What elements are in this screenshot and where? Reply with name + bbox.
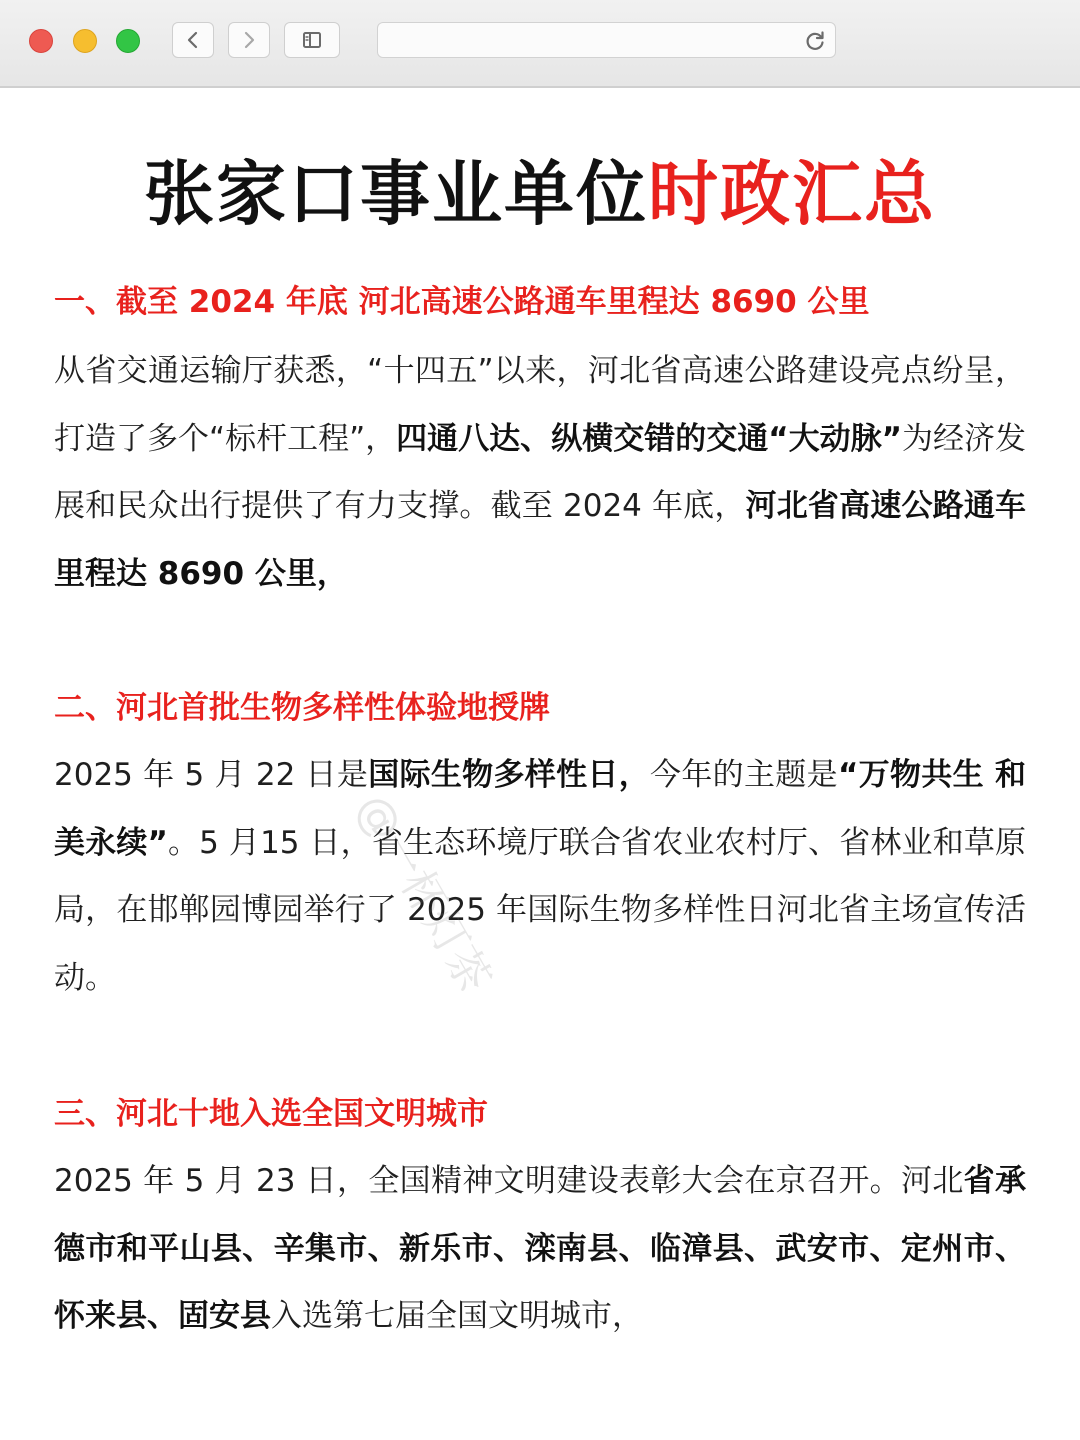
section-1-text-1: 从省交通运输厅获悉，“十四五”以来，河北省高速公路建设亮点纷呈，打造了多个“标杆工程”， (54, 353, 1026, 457)
sidebar-icon (302, 31, 322, 49)
maximize-window-button[interactable] (116, 29, 140, 53)
reload-icon[interactable] (803, 29, 827, 53)
address-bar[interactable] (377, 22, 836, 58)
section-2-text-2: 今年的主题是 (650, 757, 838, 793)
section-1-bold-2: 河北省高速公路通车里程达 8690 公里， (54, 488, 1027, 592)
forward-button[interactable] (228, 22, 270, 58)
section-3-bold-1: 省承德市和平山县、辛集市、新乐市、滦南县、临漳县、武安市、定州市、怀来县、固安县 (54, 1163, 1026, 1334)
chevron-right-icon (242, 31, 256, 49)
page-title-main: 张家口事业单位 (144, 153, 648, 235)
page-title-accent: 时政汇总 (648, 153, 936, 235)
watermark: @一杯灯茶 (346, 785, 501, 1002)
section-1-paragraph (54, 338, 1026, 608)
section-3-text-1: 2025 年 5 月 23 日，全国精神文明建设表彰大会在京召开。河北 (54, 1163, 964, 1199)
section-3-heading: 三、河北十地入选全国文明城市 (54, 1096, 488, 1132)
back-button[interactable] (172, 22, 214, 58)
page-title (0, 146, 1080, 242)
chevron-left-icon (186, 31, 200, 49)
section-2-text-3: 。5 月15 日，省生态环境厅联合省农业农村厅、省林业和草原局，在邯郸园博园举行了 2025 年国际生物多样性日河北省主场宣传活动。 (54, 824, 1027, 996)
section-1-bold-1: 四通八达、纵横交错的交通“大动脉” (396, 420, 902, 457)
close-window-button[interactable] (29, 29, 53, 53)
section-1-text-2: 为经济发展和民众出行提供了有力支撑。截至 2024 年底， (54, 420, 1026, 524)
section-3-text-2: 入选第七届全国文明城市， (271, 1298, 643, 1334)
minimize-window-button[interactable] (73, 29, 97, 53)
section-2-paragraph (54, 742, 1026, 1012)
section-2-bold-1: 国际生物多样性日， (368, 757, 651, 793)
sidebar-toggle-button[interactable] (284, 22, 340, 58)
section-2-bold-2: “万物共生 和美永续” (54, 757, 1027, 861)
browser-toolbar (0, 0, 1080, 88)
section-2-text-1: 2025 年 5 月 22 日是 (54, 757, 369, 793)
section-3-paragraph (54, 1148, 1026, 1351)
section-2-heading: 二、河北首批生物多样性体验地授牌 (54, 690, 550, 726)
section-1-heading: 一、截至 2024 年底 河北高速公路通车里程达 8690 公里 (54, 284, 870, 320)
